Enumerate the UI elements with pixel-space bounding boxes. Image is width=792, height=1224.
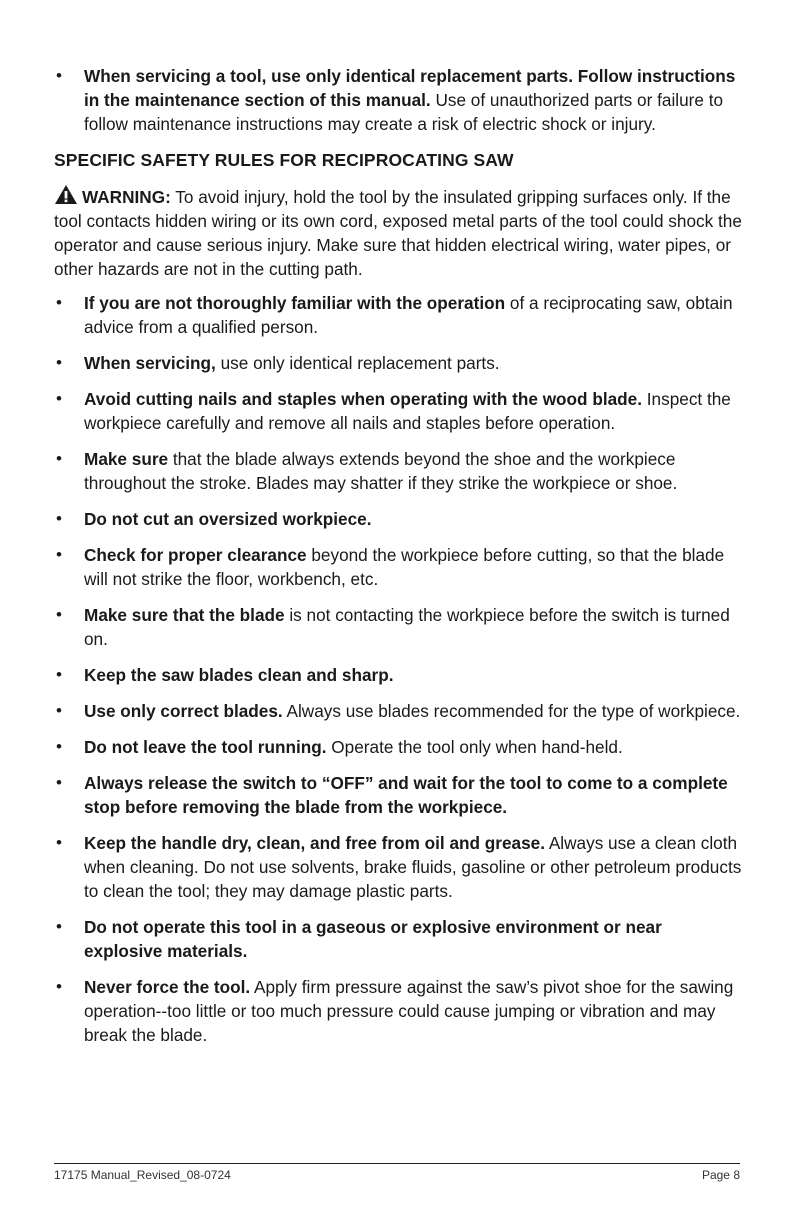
item-bold: Always release the switch to “OFF” and wait for the tool to come to a complete stop before removing the blade from the workpiece.: [84, 773, 728, 817]
list-item: [54, 64, 744, 136]
list-item: [54, 447, 744, 495]
list-item: [54, 771, 744, 819]
list-item: [54, 603, 744, 651]
warning-label: WARNING:: [82, 187, 171, 207]
list-item: [54, 699, 744, 723]
warning-paragraph: [54, 184, 744, 281]
list-item: [54, 915, 744, 963]
item-bold: Keep the saw blades clean and sharp.: [84, 665, 394, 685]
item-bold: If you are not thoroughly familiar with the operation: [84, 293, 506, 313]
list-item: [54, 291, 744, 339]
section-heading: SPECIFIC SAFETY RULES FOR RECIPROCATING SAW: [54, 150, 514, 170]
item-bold: Do not leave the tool running.: [84, 737, 327, 757]
item-text: Always use a clean cloth when cleaning. Do not use solvents, brake fluids, gasoline or other petroleum products to clean the tool; they may damage plastic parts.: [84, 833, 742, 901]
item-text: Inspect the workpiece carefully and remove all nails and staples before operation.: [84, 389, 731, 433]
item-text: beyond the workpiece before cutting, so that the blade will not strike the floor, workbench, etc.: [84, 545, 725, 589]
list-item: [54, 831, 744, 903]
list-item: [54, 663, 744, 687]
item-text: of a reciprocating saw, obtain advice from a qualified person.: [84, 293, 733, 337]
item-text: Always use blades recommended for the type of workpiece.: [282, 701, 741, 721]
item-bold: Never force the tool.: [84, 977, 251, 997]
list-item: [54, 735, 744, 759]
list-item: [54, 975, 744, 1047]
list-item: [54, 387, 744, 435]
item-bold: Do not operate this tool in a gaseous or explosive environment or near explosive materials.: [84, 917, 662, 961]
document-id: 17175 Manual_Revised_08-0724: [54, 1168, 231, 1182]
item-bold: Check for proper clearance: [84, 545, 307, 565]
warning-triangle-icon: [54, 184, 78, 205]
rules-list: [54, 291, 744, 1047]
item-bold: Keep the handle dry, clean, and free from oil and grease.: [84, 833, 546, 853]
page-number: Page 8: [701, 1168, 740, 1182]
item-bold: Use only correct blades.: [84, 701, 283, 721]
item-text: that the blade always extends beyond the shoe and the workpiece throughout the stroke. Blades may shatter if they strike the workpiece or shoe.: [84, 449, 678, 493]
item-text: use only identical replacement parts.: [215, 353, 500, 373]
page-content: [54, 64, 744, 1059]
page-footer: [54, 1168, 740, 1182]
list-item: [54, 351, 744, 375]
item-bold: When servicing a tool, use only identical replacement parts. Follow instructions in the maintenance section of this manual.: [84, 66, 736, 110]
item-text: is not contacting the workpiece before the switch is turned on.: [84, 605, 730, 649]
item-bold: Do not cut an oversized workpiece.: [84, 509, 372, 529]
warning-text: To avoid injury, hold the tool by the insulated gripping surfaces only. If the tool contacts hidden wiring or its own cord, exposed metal parts of the tool could shock the operator and cause serious injury. Make sure that hidden electrical wiring, water pipes, or other hazards are not in the cutting path.: [54, 187, 742, 279]
list-item: [54, 543, 744, 591]
item-bold: Make sure that the blade: [84, 605, 285, 625]
item-bold: Avoid cutting nails and staples when operating with the wood blade.: [84, 389, 642, 409]
item-bold: Make sure: [84, 449, 169, 469]
intro-list: [54, 64, 744, 136]
list-item: [54, 507, 744, 531]
item-bold: When servicing,: [84, 353, 216, 373]
footer-divider: [54, 1163, 740, 1164]
item-text: Apply firm pressure against the saw’s pivot shoe for the sawing operation--too little or too much pressure could cause jumping or vibration and may break the blade.: [84, 977, 734, 1045]
item-text: Use of unauthorized parts or failure to follow maintenance instructions may create a risk of electric shock or injury.: [84, 90, 724, 134]
item-text: Operate the tool only when hand-held.: [326, 737, 623, 757]
